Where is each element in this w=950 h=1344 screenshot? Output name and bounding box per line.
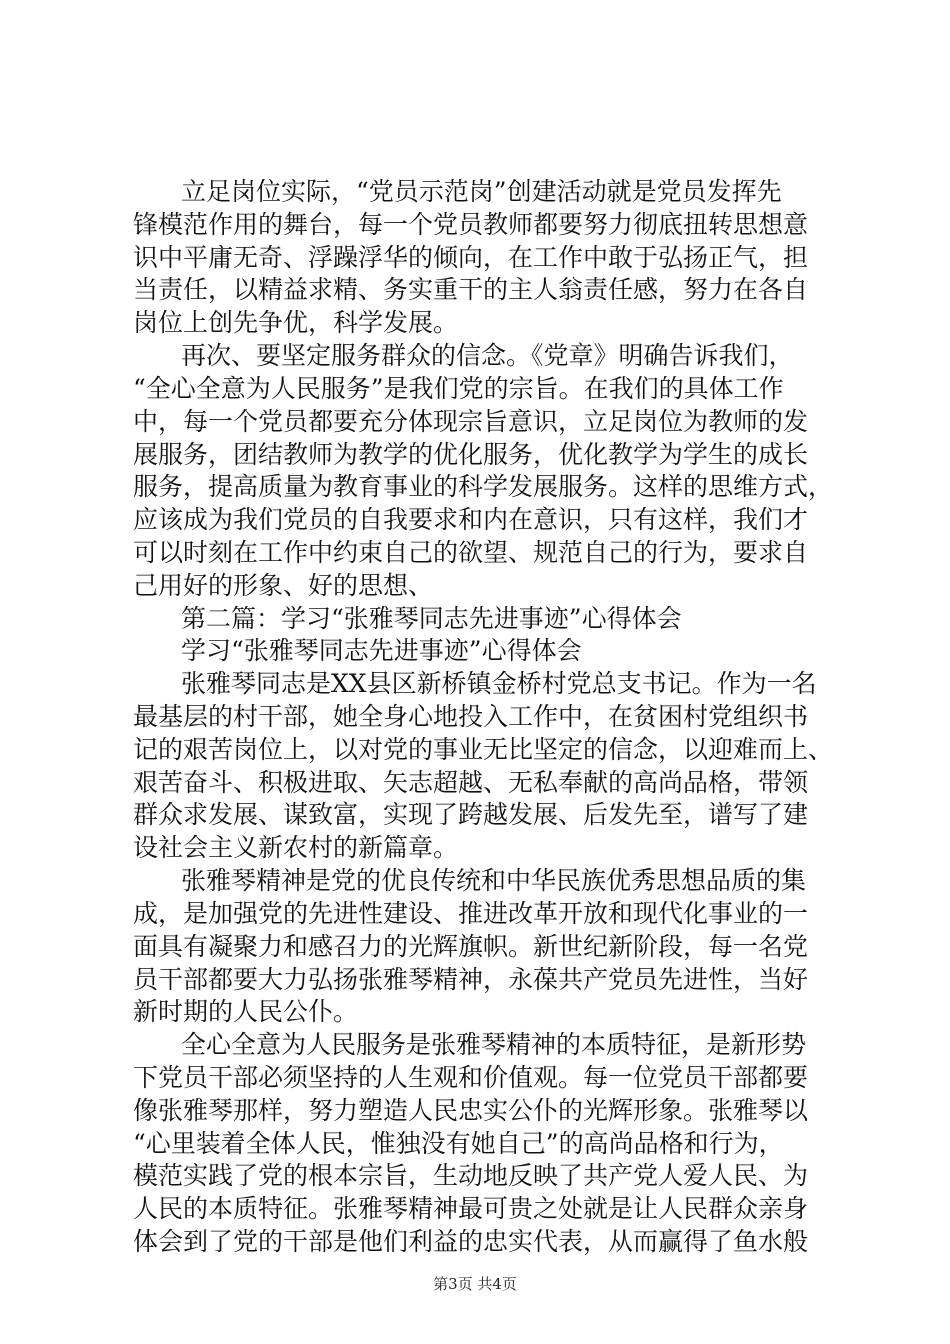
line-text: 群众求发展、谋致富，实现了跨越发展、后发先至，谱写了建	[133, 800, 809, 829]
line-text: 员干部都要大力弘扬张雅琴精神，永葆共产党员先进性，当好	[133, 965, 809, 994]
line-text: 模范实践了党的根本宗旨，生动地反映了共产党人爱人民、为	[133, 1161, 809, 1190]
line-text: 展服务，团结教师为教学的优化服务，优化教学为学生的成长	[133, 440, 809, 469]
line-text: 应该成为我们党员的自我要求和内在意识，只有这样，我们才	[133, 505, 809, 534]
line-text: 当责任，以精益求精、务实重干的主人翁责任感，努力在各自	[133, 275, 809, 304]
line-text: 第二篇：学习“张雅琴同志先进事迹”心得体会	[181, 604, 682, 633]
line-text: 最基层的村干部，她全身心地投入工作中，在贫困村党组织书	[133, 702, 809, 731]
line-text: 识中平庸无奇、浮躁浮华的倾向，在工作中敢于弘扬正气，担	[133, 243, 809, 272]
line-text: 设社会主义新农村的新篇章。	[133, 833, 459, 862]
line-text: 张雅琴精神是党的优良传统和中华民族优秀思想品质的集	[181, 866, 807, 895]
line-text: 锋模范作用的舞台，每一个党员教师都要努力彻底扭转思想意	[133, 210, 809, 239]
line-text: 全心全意为人民服务是张雅琴精神的本质特征，是新形势	[181, 1030, 807, 1059]
line-text: 立足岗位实际，“党员示范岗”创建活动就是党员发挥先	[181, 177, 782, 206]
line-text: 面具有凝聚力和感召力的光辉旗帜。新世纪新阶段，每一名党	[133, 932, 809, 961]
line-text: “心里装着全体人民，惟独没有她自己”的高尚品格和行为，	[133, 1129, 784, 1158]
line-text: “全心全意为人民服务”是我们党的宗旨。在我们的具体工作	[133, 374, 784, 403]
line-text: 像张雅琴那样，努力塑造人民忠实公仆的光辉形象。张雅琴以	[133, 1096, 809, 1125]
line-text: 中，每一个党员都要充分体现宗旨意识，立足岗位为教师的发	[133, 407, 809, 436]
line-text: 艰苦奋斗、积极进取、矢志超越、无私奉献的高尚品格，带领	[133, 768, 809, 797]
page-number-footer: 第3页 共4页	[433, 1275, 517, 1293]
line-text: 服务，提高质量为教育事业的科学发展服务。这样的思维方式，	[133, 472, 834, 501]
text-line	[0, 1222, 950, 1262]
line-text: 学习“张雅琴同志先进事迹”心得体会	[181, 636, 582, 665]
line-text: 新时期的人民公仆。	[133, 997, 359, 1026]
line-text: 可以时刻在工作中约束自己的欲望、规范自己的行为，要求自	[133, 538, 809, 567]
line-text: 体会到了党的干部是他们利益的忠实代表，从而赢得了鱼水般	[133, 1227, 809, 1256]
line-text: 岗位上创先争优，科学发展。	[133, 308, 459, 337]
line-text: 下党员干部必须坚持的人生观和价值观。每一位党员干部都要	[133, 1063, 809, 1092]
line-text: 记的艰苦岗位上，以对党的事业无比坚定的信念，以迎难而上、	[133, 735, 834, 764]
line-text: 己用好的形象、好的思想、	[133, 571, 434, 600]
line-text: 成，是加强党的先进性建设、推进改革开放和现代化事业的一	[133, 899, 809, 928]
line-text: 再次、要坚定服务群众的信念。《党章》明确告诉我们，	[181, 341, 794, 370]
line-text: 张雅琴同志是XX县区新桥镇金桥村党总支书记。作为一名	[181, 669, 817, 698]
line-text: 人民的本质特征。张雅琴精神最可贵之处就是让人民群众亲身	[133, 1194, 809, 1223]
